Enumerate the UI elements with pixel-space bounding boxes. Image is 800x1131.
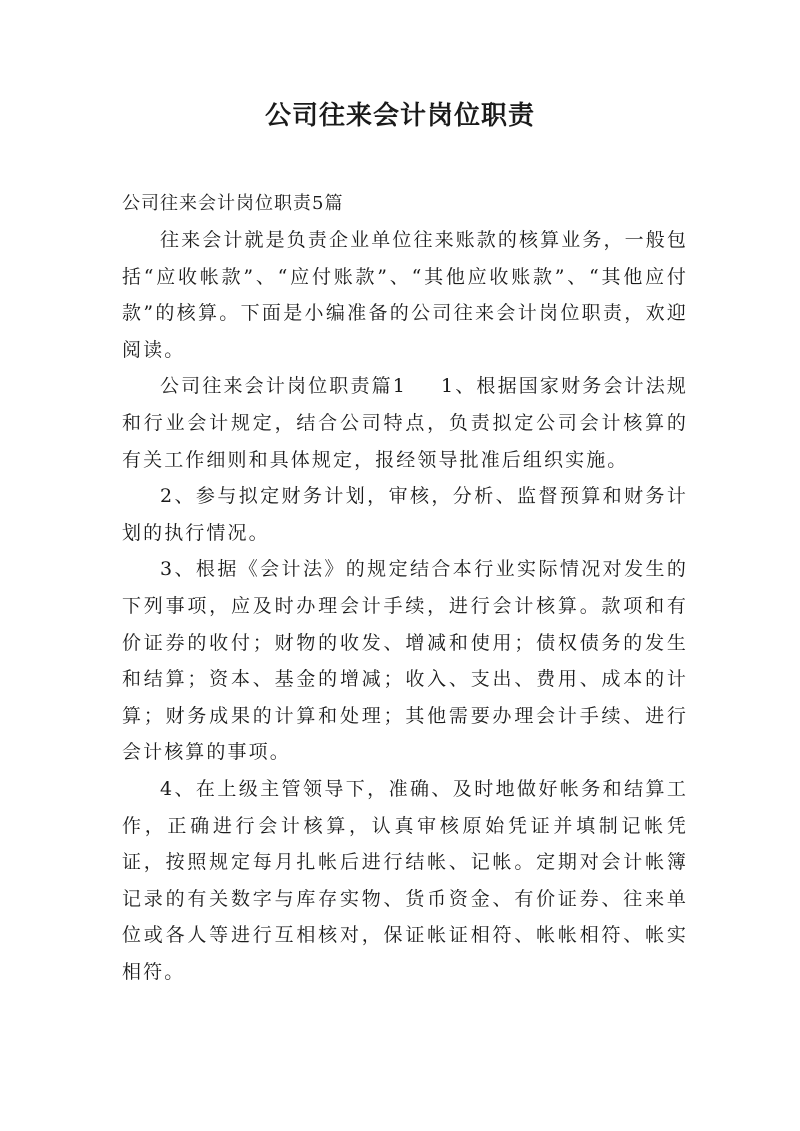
document-body (122, 222, 688, 990)
item-3-paragraph: 3、根据《会计法》的规定结合本行业实际情况对发生的下列事项，应及时办理会计手续，进行会计核算。款项和有价证券的收付；财物的收发、增减和使用；债权债务的发生和结算；资本、基金的增减；收入、支出、费用、成本的计算；财务成果的计算和处理；其他需要办理会计手续、进行会计核算的事项。 (122, 558, 688, 764)
section-1-paragraph (122, 368, 688, 478)
section-1-item-1: 1、根据国家财务会计法规和行业会计规定，结合公司特点，负责拟定公司会计核算的有关工作细则和具体规定，报经领导批准后组织实施。 (122, 375, 688, 471)
item-2-paragraph: 2、参与拟定财务计划，审核，分析、监督预算和财务计划的执行情况。 (122, 485, 688, 544)
section-1-heading: 公司往来会计岗位职责篇1 (160, 375, 407, 398)
document-title: 公司往来会计岗位职责 (264, 101, 535, 131)
item-4-paragraph: 4、在上级主管领导下，准确、及时地做好帐务和结算工作，正确进行会计核算，认真审核原始凭证并填制记帐凭证，按照规定每月扎帐后进行结帐、记帐。定期对会计帐簿记录的有关数字与库存实物、货币资金、有价证券、往来单位或各人等进行互相核对，保证帐证相符、帐帐相符、帐实相符。 (122, 777, 688, 983)
document-subtitle: 公司往来会计岗位职责5篇 (122, 193, 344, 214)
intro-paragraph: 往来会计就是负责企业单位往来账款的核算业务，一般包括“应收帐款”、“应付账款”、“其他应收账款”、“其他应付款”的核算。下面是小编准备的公司往来会计岗位职责，欢迎阅读。 (122, 229, 688, 361)
